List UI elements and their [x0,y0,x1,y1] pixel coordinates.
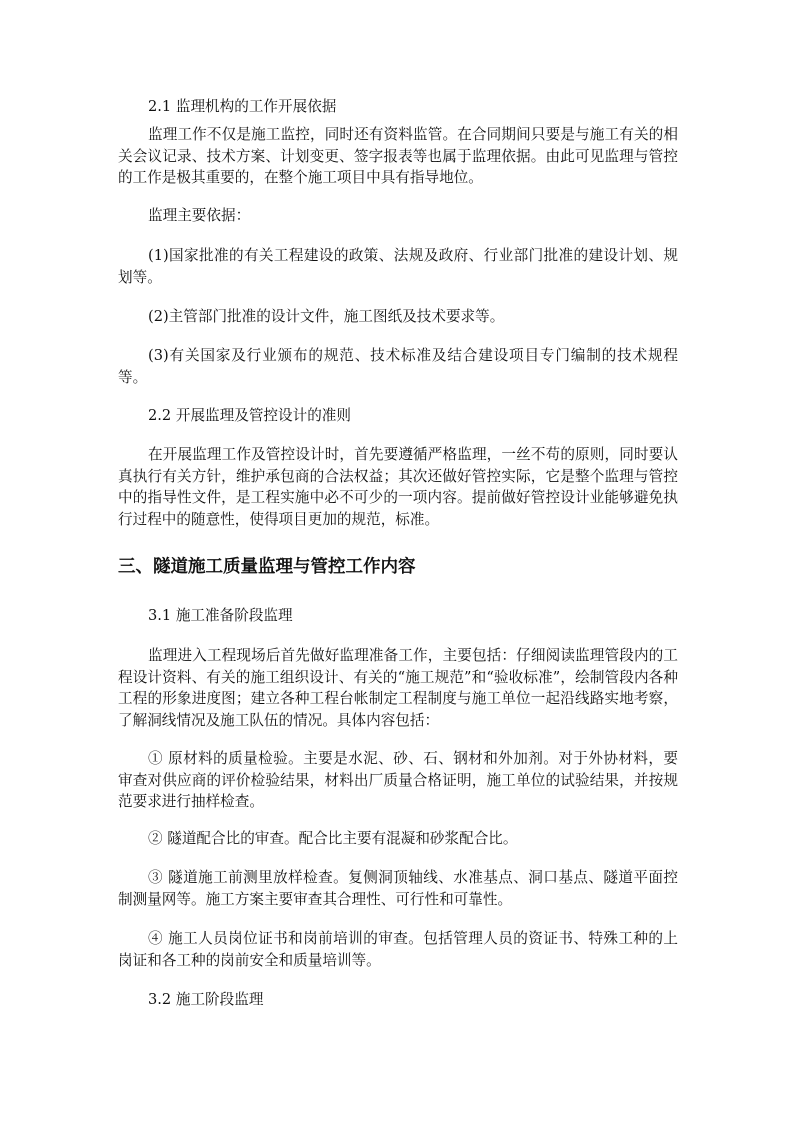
section-2-1-list-item-3: (3)有关国家及行业颁布的规范、技术标准及结合建设项目专门编制的技术规程等。 [118,347,678,386]
section-3-1-list-item-1: ① 原材料的质量检验。主要是水泥、砂、石、钢材和外加剂。对于外协材料，要审查对供应商的评价检验结果，材料出厂质量合格证明，施工单位的试验结果，并按规范要求进行抽样检查。 [118,750,678,810]
section-2-1-list-item-1: (1)国家批准的有关工程建设的政策、法规及政府、行业部门批准的建设计划、规划等。 [118,247,678,286]
section-3-1-heading: 3.1 施工准备阶段监理 [148,607,293,624]
section-2-1-paragraph-2: 监理主要依据： [148,207,251,224]
section-2-2-paragraph-1: 在开展监理工作及管控设计时，首先要遵循严格监理，一丝不苟的原则，同时要认真执行有关方针，维护承包商的合法权益；其次还做好管控实际，它是整个监理与管控中的指导性文件，是工程实施中必不可少的一项内容。提前做好管控设计业能够避免执行过程中的随意性，使得项目更加的规范，标准。 [118,446,678,528]
section-3-1-paragraph-1: 监理进入工程现场后首先做好监理准备工作，主要包括：仔细阅读监理管段内的工程设计资料、有关的施工组织设计、有关的“施工规范”和“验收标准”，绘制管段内各种工程的形象进度图；建立各种工程台帐制定工程制度与施工单位一起沿线路实地考察，了解洞线情况及施工队伍的情况。具体内容包括： [118,647,678,729]
chapter-3-heading: 三、隧道施工质量监理与管控工作内容 [118,557,416,577]
section-2-1-paragraph-1: 监理工作不仅是施工监控，同时还有资料监管。在合同期间只要是与施工有关的相关会议记录、技术方案、计划变更、签字报表等也属于监理依据。由此可见监理与管控的工作是极其重要的，在整个施工项目中具有指导地位。 [118,126,678,186]
section-3-1-list-item-2: ② 隧道配合比的审查。配合比主要有混凝和砂浆配合比。 [148,830,518,847]
section-3-2-heading: 3.2 施工阶段监理 [148,991,264,1008]
section-2-1-heading: 2.1 监理机构的工作开展依据 [148,98,337,115]
section-3-1-list-item-3: ③ 隧道施工前测里放样检查。复侧洞顶轴线、水准基点、洞口基点、隧道平面控制测量网等。施工方案主要审查其合理性、可行性和可靠性。 [118,869,678,908]
section-2-2-heading: 2.2 开展监理及管控设计的准则 [148,407,351,424]
section-3-1-list-item-4: ④ 施工人员岗位证书和岗前培训的审查。包括管理人员的资证书、特殊工种的上岗证和各工种的岗前安全和质量培训等。 [118,930,678,969]
section-2-1-list-item-2: (2)主管部门批准的设计文件，施工图纸及技术要求等。 [148,308,505,325]
